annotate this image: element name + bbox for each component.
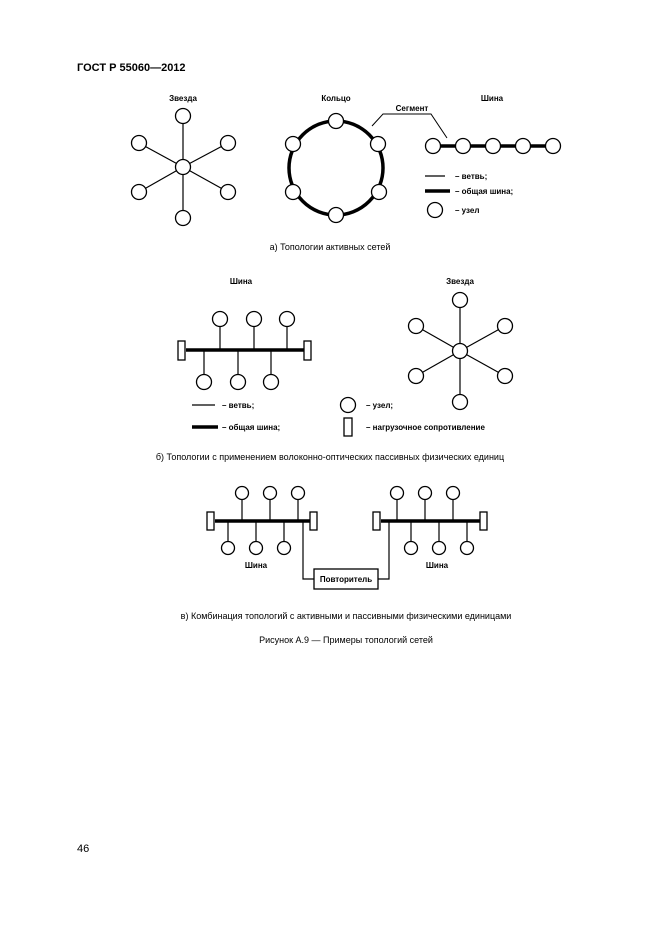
star-topology-passive <box>409 293 513 410</box>
repeater-label: Повторитель <box>319 575 373 584</box>
legend-b-node: – узел; <box>366 401 394 410</box>
ring-label: Кольцо <box>321 94 351 103</box>
bus-label-b: Шина <box>229 277 253 286</box>
left-bus-label-c: Шина <box>244 561 268 570</box>
legend-a-branch: – ветвь; <box>455 172 488 181</box>
star-topology-active <box>132 109 236 226</box>
combined-right-bus <box>373 487 487 555</box>
caption-a: а) Топологии активных сетей <box>269 242 391 252</box>
legend-a <box>425 176 450 218</box>
segment-label: Сегмент <box>395 104 429 113</box>
legend-a-bus: – общая шина; <box>455 187 514 196</box>
star-label-a: Звезда <box>169 94 197 103</box>
caption-b: б) Топологии с применением волоконно-оптических пассивных физических единиц <box>155 452 505 462</box>
page-number: 46 <box>77 843 90 855</box>
legend-b-branch: – ветвь; <box>222 401 255 410</box>
legend-b-bus: – общая шина; <box>222 423 281 432</box>
figure-title: Рисунок А.9 — Примеры топологий сетей <box>259 635 433 645</box>
document-header: ГОСТ Р 55060—2012 <box>77 62 186 74</box>
ring-topology <box>286 114 448 223</box>
legend-b-terminator: – нагрузочное сопротивление <box>366 423 485 432</box>
star-label-b: Звезда <box>446 277 474 286</box>
right-bus-label-c: Шина <box>425 561 449 570</box>
bus-label-a: Шина <box>480 94 504 103</box>
caption-c: в) Комбинация топологий с активными и пассивными физическими единицами <box>180 611 512 621</box>
legend-a-node: – узел <box>455 206 480 215</box>
bus-topology-active <box>426 139 561 154</box>
bus-topology-passive <box>178 312 311 390</box>
combined-left-bus <box>207 487 317 555</box>
